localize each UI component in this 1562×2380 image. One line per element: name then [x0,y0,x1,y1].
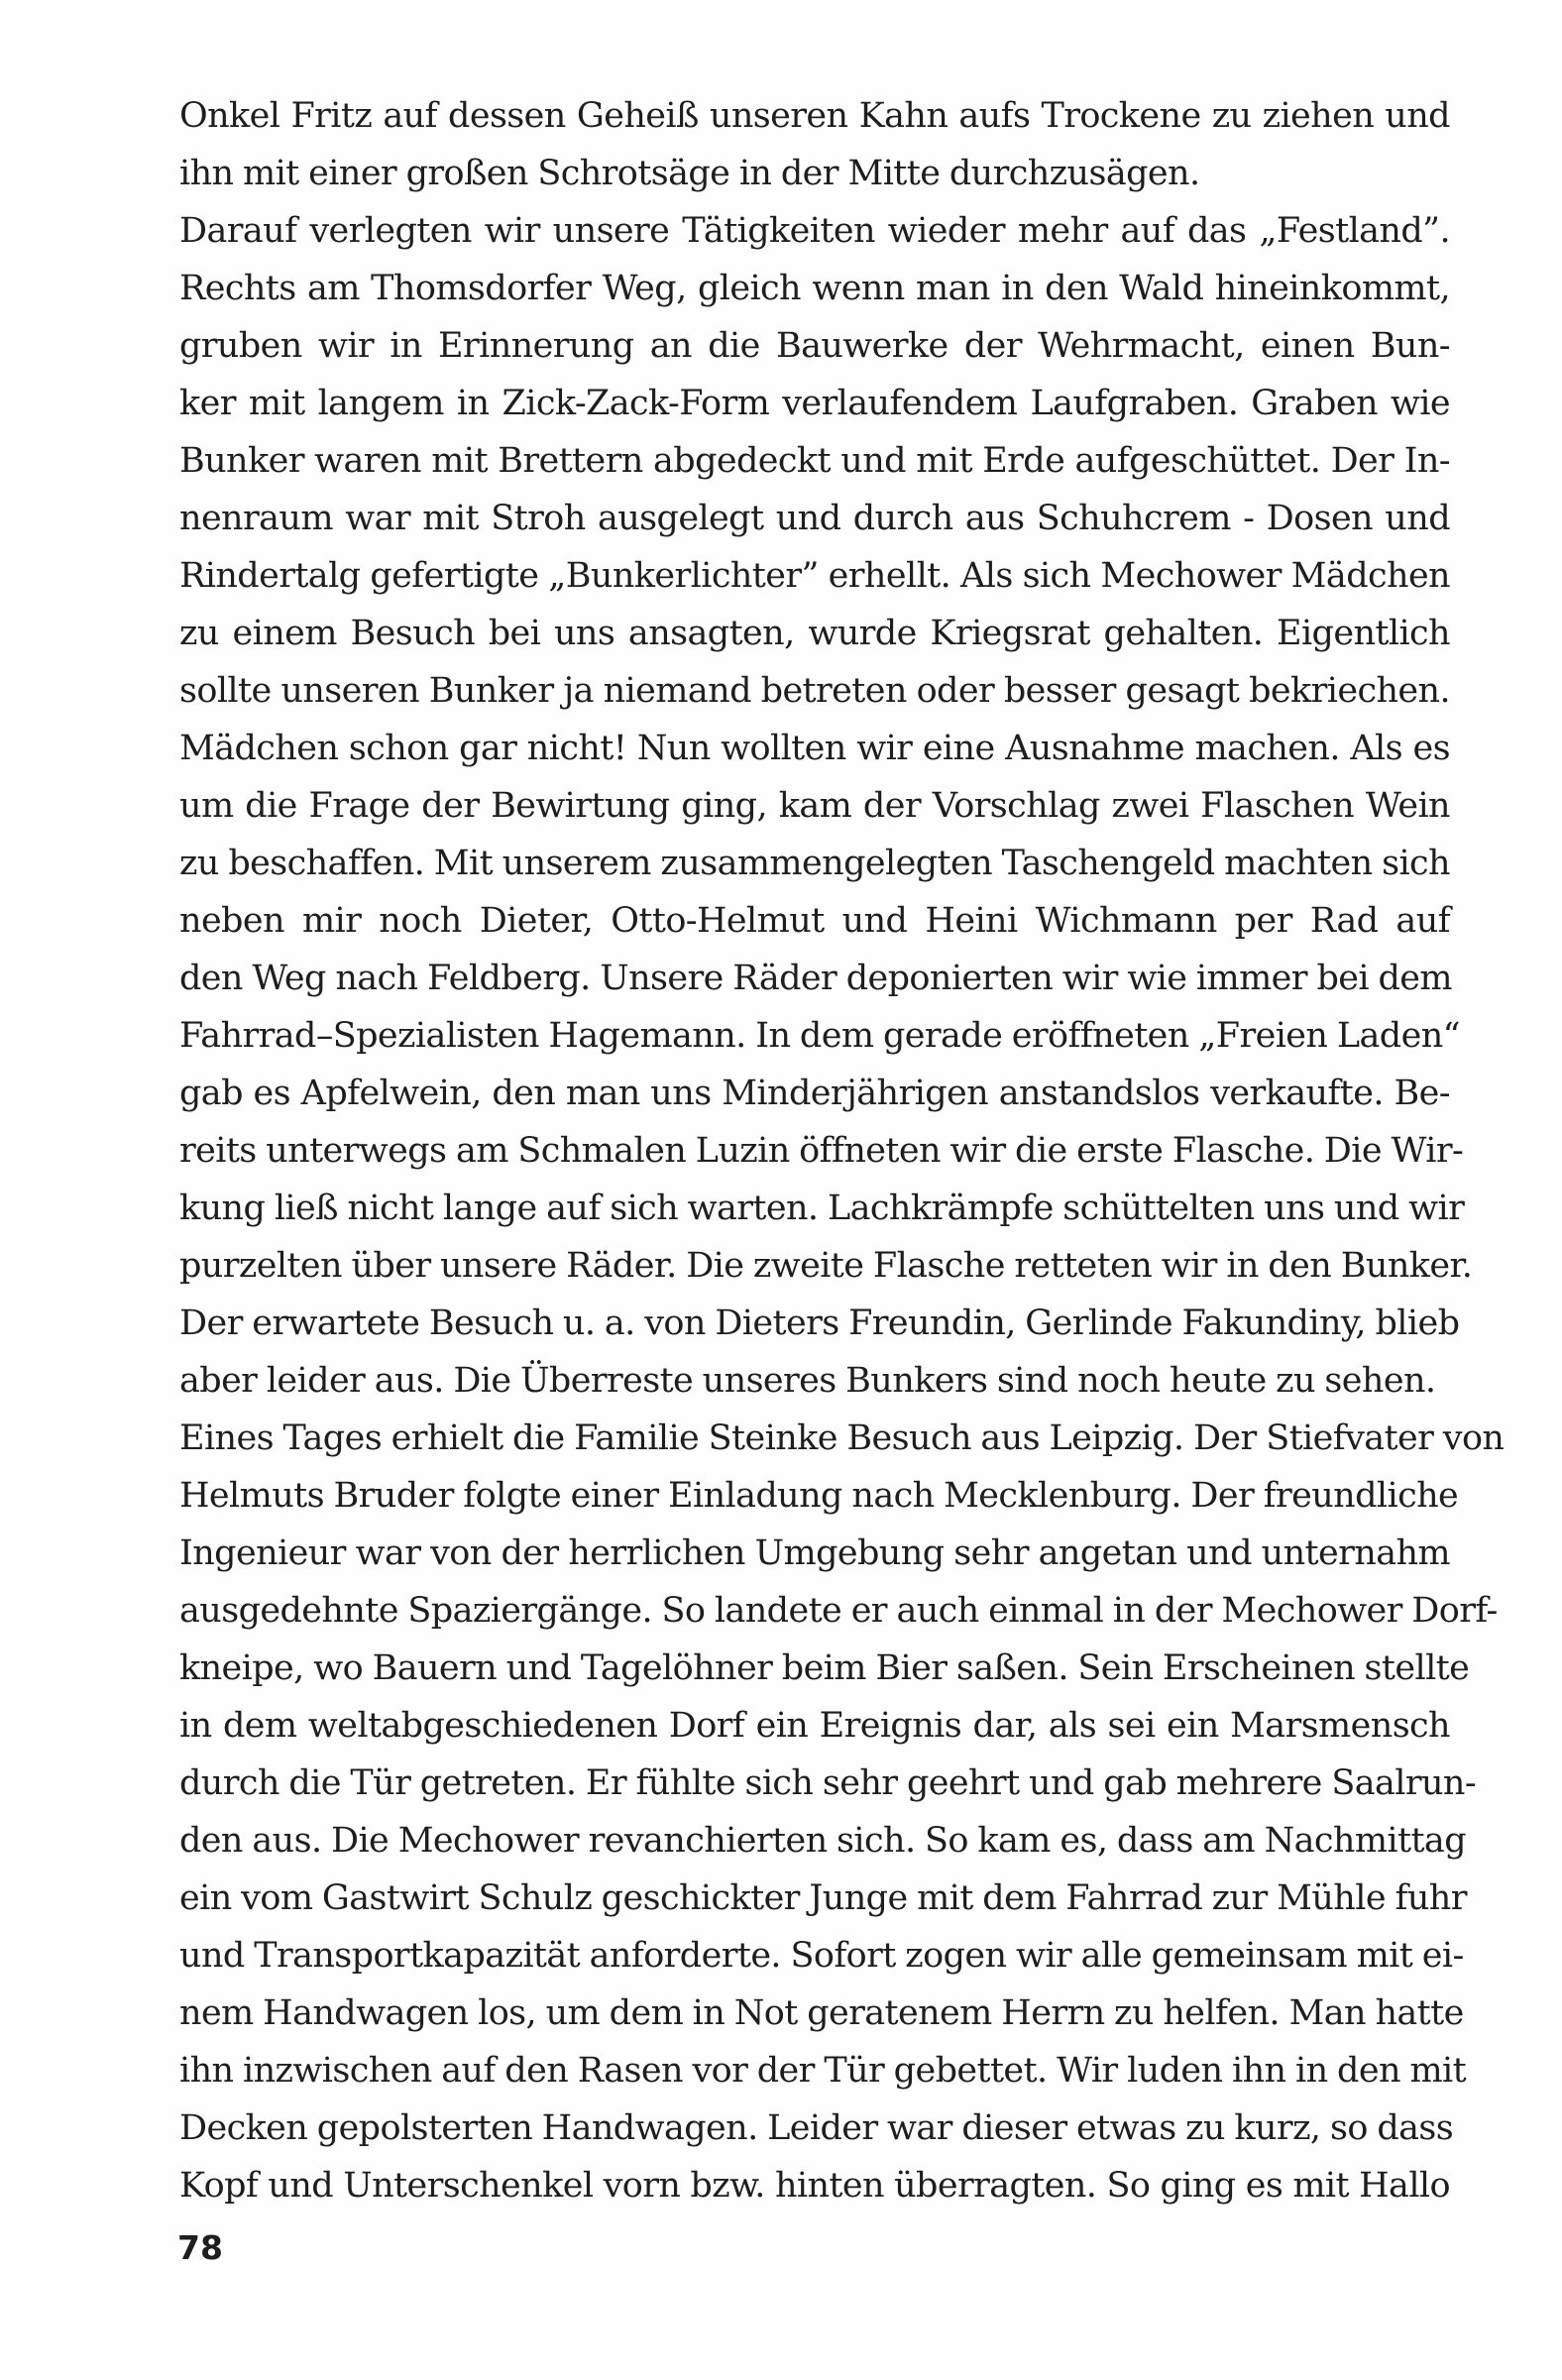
text-line: Rechts am Thomsdorfer Weg, gleich wenn man in den Wald hineinkommt, [179,269,1450,308]
text-line: ein vom Gastwirt Schulz geschickter Junge mit dem Fahrrad zur Mühle fuhr [179,1878,1467,1918]
body-text [179,87,1505,2214]
text-line: ker mit langem in Zick-Zack-Form verlaufendem Laufgraben. Graben wie [179,384,1450,423]
text-line: und Transportkapazität anforderte. Sofort zogen wir alle gemeinsam mit ei- [179,1936,1464,1976]
text-line: neben mir noch Dieter, Otto-Helmut und Heini Wichmann per Rad auf [179,901,1450,941]
text-line: purzelten über unsere Räder. Die zweite Flasche retteten wir in den Bunker. [179,1246,1473,1286]
text-line: Eines Tages erhielt die Familie Steinke Besuch aus Leipzig. Der Stiefvater von [179,1418,1505,1458]
text-line: sollte unseren Bunker ja niemand betreten oder besser gesagt bekriechen. [179,671,1450,711]
text-line: Onkel Fritz auf dessen Geheiß unseren Kahn aufs Trockene zu ziehen und [179,96,1450,136]
text-line: ihn mit einer großen Schrotsäge in der Mitte durchzusägen. [179,154,1200,193]
text-line: Helmuts Bruder folgte einer Einladung nach Mecklenburg. Der freundliche [179,1476,1459,1516]
text-line: kneipe, wo Bauern und Tagelöhner beim Bier saßen. Sein Erscheinen stellte [179,1648,1470,1688]
text-line: Mädchen schon gar nicht! Nun wollten wir eine Ausnahme machen. Als es [179,729,1450,768]
text-line: Rindertalg gefertigte „Bunkerlichter” erhellt. Als sich Mechower Mädchen [179,556,1450,596]
text-line: ausgedehnte Spaziergänge. So landete er auch einmal in der Mechower Dorf- [179,1591,1498,1631]
text-line: nem Handwagen los, um dem in Not geratenem Herrn zu helfen. Man hatte [179,1993,1464,2033]
text-line: Bunker waren mit Brettern abgedeckt und mit Erde aufgeschüttet. Der In- [179,441,1450,481]
text-line: Kopf und Unterschenkel vorn bzw. hinten überragten. So ging es mit Hallo [179,2166,1450,2206]
text-line: zu einem Besuch bei uns ansagten, wurde Kriegsrat gehalten. Eigentlich [179,614,1450,653]
text-line: den aus. Die Mechower revanchierten sich. So kam es, dass am Nachmittag [179,1821,1467,1861]
text-line: den Weg nach Feldberg. Unsere Räder deponierten wir wie immer bei dem [179,959,1452,998]
text-line: zu beschaffen. Mit unserem zusammengelegten Taschengeld machten sich [179,844,1450,883]
text-line: durch die Tür getreten. Er fühlte sich sehr geehrt und gab mehrere Saalrun- [179,1763,1477,1803]
text-line: Der erwartete Besuch u. a. von Dieters Freundin, Gerlinde Fakundiny, blieb [179,1303,1460,1343]
text-line: um die Frage der Bewirtung ging, kam der Vorschlag zwei Flaschen Wein [179,786,1450,826]
text-line: reits unterwegs am Schmalen Luzin öffneten wir die erste Flasche. Die Wir- [179,1131,1464,1171]
text-line: gab es Apfelwein, den man uns Minderjährigen anstandslos verkaufte. Be- [179,1074,1450,1113]
text-line: kung ließ nicht lange auf sich warten. Lachkrämpfe schüttelten uns und wir [179,1189,1465,1228]
text-line: Fahrrad–Spezialisten Hagemann. In dem gerade eröffneten „Freien Laden“ [179,1016,1460,1056]
text-line: nenraum war mit Stroh ausgelegt und durch aus Schuhcrem - Dosen und [179,499,1450,538]
text-line: Darauf verlegten wir unsere Tätigkeiten wieder mehr auf das „Festland”. [179,211,1450,251]
text-line: Decken gepolsterten Handwagen. Leider war dieser etwas zu kurz, so dass [179,2108,1454,2148]
text-line: aber leider aus. Die Überreste unseres Bunkers sind noch heute zu sehen. [179,1361,1436,1401]
text-line: ihn inzwischen auf den Rasen vor der Tür gebettet. Wir luden ihn in den mit [179,2051,1467,2091]
text-line: Ingenieur war von der herrlichen Umgebung sehr angetan und unternahm [179,1533,1450,1573]
text-line: in dem weltabgeschiedenen Dorf ein Ereignis dar, als sei ein Marsmensch [179,1706,1450,1746]
page-number: 78 [177,2228,223,2267]
text-line: gruben wir in Erinnerung an die Bauwerke der Wehrmacht, einen Bun- [179,326,1450,366]
